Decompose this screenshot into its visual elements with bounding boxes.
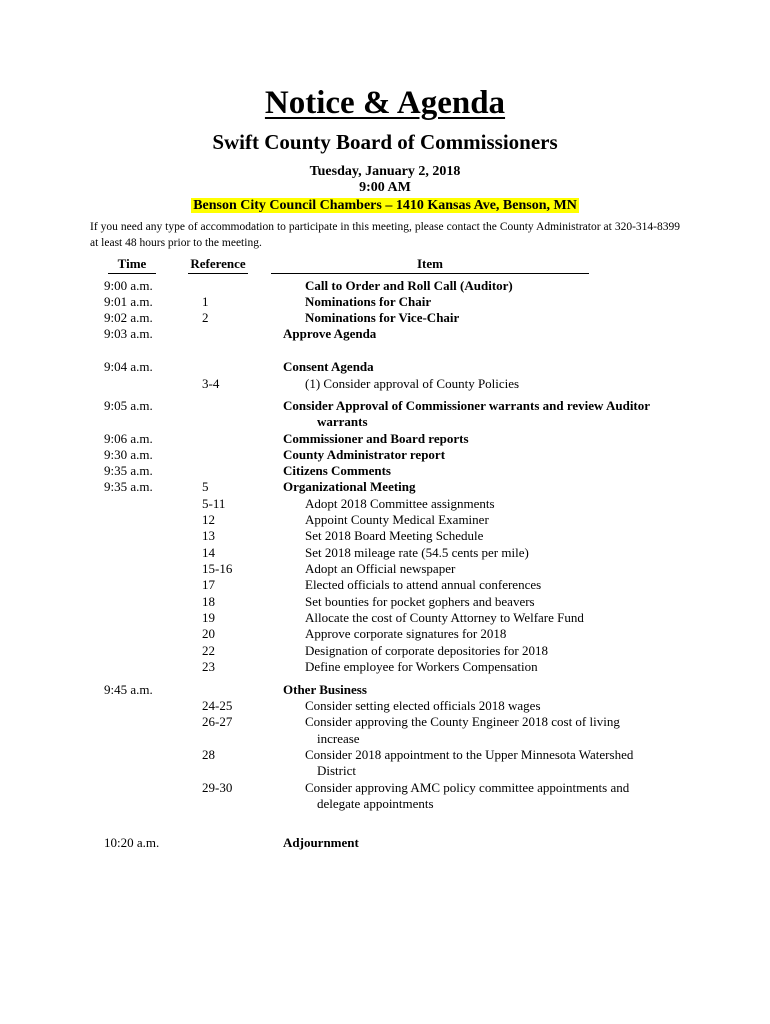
agenda-reference: 15-16 — [202, 561, 233, 576]
agenda-item: Adjournment — [283, 835, 359, 850]
agenda-item: Set 2018 mileage rate (54.5 cents per mile) — [305, 545, 529, 560]
agenda-reference: 5 — [202, 479, 209, 494]
agenda-item: Consider approving the County Engineer 2018 cost of living — [305, 714, 620, 729]
agenda-reference: 18 — [202, 594, 215, 609]
agenda-item: Approve Agenda — [283, 326, 377, 341]
agenda-row — [0, 610, 770, 626]
agenda-row — [0, 496, 770, 512]
agenda-row — [0, 659, 770, 675]
agenda-reference: 20 — [202, 626, 215, 641]
agenda-time: 9:45 a.m. — [104, 682, 153, 697]
agenda-row — [0, 278, 770, 294]
agenda-row — [0, 561, 770, 577]
agenda-reference: 5-11 — [202, 496, 226, 511]
agenda-row — [0, 447, 770, 463]
agenda-time: 10:20 a.m. — [104, 835, 160, 850]
agenda-item: Call to Order and Roll Call (Auditor) — [305, 278, 513, 293]
agenda-item: Adopt 2018 Committee assignments — [305, 496, 495, 511]
agenda-row — [0, 414, 770, 430]
agenda-row — [0, 528, 770, 544]
agenda-row — [0, 359, 770, 375]
agenda-item: Consider 2018 appointment to the Upper Minnesota Watershed — [305, 747, 634, 762]
agenda-reference: 13 — [202, 528, 215, 543]
agenda-row — [0, 479, 770, 495]
agenda-row — [0, 512, 770, 528]
agenda-reference: 1 — [202, 294, 209, 309]
agenda-time: 9:05 a.m. — [104, 398, 153, 413]
agenda-item: warrants — [317, 414, 368, 429]
agenda-item: delegate appointments — [317, 796, 434, 811]
accommodation-notice: If you need any type of accommodation to participate in this meeting, please contact the County Administrator at 320-314-8399 at least 48 hours prior to the meeting. — [90, 221, 680, 249]
agenda-time: 9:02 a.m. — [104, 310, 153, 325]
agenda-time: 9:35 a.m. — [104, 463, 153, 478]
location-line — [0, 196, 770, 215]
agenda-row — [0, 747, 770, 763]
agenda-row — [0, 835, 770, 851]
agenda-row — [0, 545, 770, 561]
agenda-reference: 19 — [202, 610, 215, 625]
agenda-time: 9:30 a.m. — [104, 447, 153, 462]
agenda-reference: 17 — [202, 577, 215, 592]
agenda-reference: 3-4 — [202, 376, 220, 391]
agenda-row — [0, 431, 770, 447]
agenda-item: Organizational Meeting — [283, 479, 416, 494]
agenda-item: Allocate the cost of County Attorney to Welfare Fund — [305, 610, 584, 625]
meeting-time: 9:00 AM — [359, 180, 411, 195]
agenda-row — [0, 731, 770, 747]
agenda-row — [0, 714, 770, 730]
agenda-item: Adopt an Official newspaper — [305, 561, 456, 576]
agenda-item: Define employee for Workers Compensation — [305, 659, 538, 674]
agenda-item: Consider Approval of Commissioner warrants and review Auditor — [283, 398, 651, 413]
agenda-time: 9:04 a.m. — [104, 359, 153, 374]
agenda-reference: 23 — [202, 659, 215, 674]
agenda-item: (1) Consider approval of County Policies — [305, 376, 520, 391]
agenda-row — [0, 577, 770, 593]
agenda-time: 9:35 a.m. — [104, 479, 153, 494]
agenda-row — [0, 310, 770, 326]
agenda-item: increase — [317, 731, 360, 746]
agenda-row — [0, 326, 770, 342]
agenda-reference: 14 — [202, 545, 215, 560]
agenda-item: Consider setting elected officials 2018 wages — [305, 698, 541, 713]
board-name: Swift County Board of Commissioners — [212, 130, 558, 154]
agenda-item: Approve corporate signatures for 2018 — [305, 626, 507, 641]
agenda-row — [0, 698, 770, 714]
agenda-reference: 22 — [202, 643, 215, 658]
agenda-row — [0, 682, 770, 698]
agenda-reference: 2 — [202, 310, 209, 325]
agenda-row — [0, 780, 770, 796]
agenda-item: Elected officials to attend annual conferences — [305, 577, 542, 592]
agenda-row — [0, 463, 770, 479]
agenda-row — [0, 626, 770, 642]
agenda-item: Nominations for Vice-Chair — [305, 310, 460, 325]
agenda-time: 9:00 a.m. — [104, 278, 153, 293]
agenda-time: 9:01 a.m. — [104, 294, 153, 309]
agenda-reference: 28 — [202, 747, 215, 762]
agenda-reference: 12 — [202, 512, 215, 527]
agenda-item: Commissioner and Board reports — [283, 431, 469, 446]
meeting-date: Tuesday, January 2, 2018 — [309, 164, 461, 179]
agenda-item: Designation of corporate depositories for 2018 — [305, 643, 548, 658]
agenda-reference: 29-30 — [202, 780, 233, 795]
column-header-reference: Reference — [188, 256, 248, 274]
column-header-time: Time — [108, 256, 156, 274]
agenda-row — [0, 398, 770, 414]
agenda-item: Other Business — [283, 682, 367, 697]
page-title: Notice & Agenda — [264, 85, 506, 121]
agenda-row — [0, 376, 770, 392]
agenda-row — [0, 594, 770, 610]
agenda-item: Appoint County Medical Examiner — [305, 512, 489, 527]
agenda-time: 9:06 a.m. — [104, 431, 153, 446]
agenda-item: Nominations for Chair — [305, 294, 432, 309]
agenda-row — [0, 294, 770, 310]
agenda-item: County Administrator report — [283, 447, 446, 462]
agenda-time: 9:03 a.m. — [104, 326, 153, 341]
agenda-row — [0, 796, 770, 812]
agenda-row — [0, 643, 770, 659]
agenda-row — [0, 763, 770, 779]
agenda-item: Set 2018 Board Meeting Schedule — [305, 528, 484, 543]
meeting-location: Benson City Council Chambers – 1410 Kansas Ave, Benson, MN — [193, 198, 577, 213]
agenda-item: Consent Agenda — [283, 359, 374, 374]
agenda-item: Citizens Comments — [283, 463, 391, 478]
agenda-item: Set bounties for pocket gophers and beavers — [305, 594, 535, 609]
column-header-item: Item — [271, 256, 589, 274]
agenda-reference: 26-27 — [202, 714, 233, 729]
agenda-item: Consider approving AMC policy committee appointments and — [305, 780, 630, 795]
agenda-item: District — [317, 763, 356, 778]
agenda-reference: 24-25 — [202, 698, 233, 713]
